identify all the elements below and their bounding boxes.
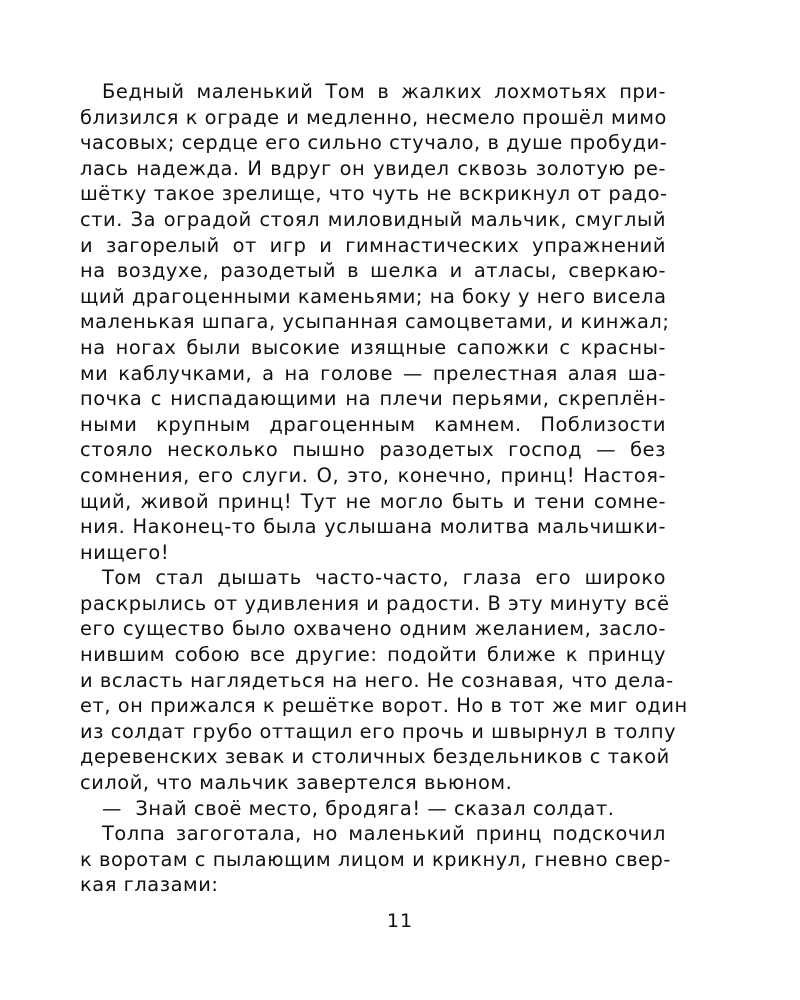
page-number: 11 <box>386 910 414 932</box>
text-line: шётку такое зрелище, что чуть не вскрикнул от радо- <box>80 182 668 206</box>
text-line: ми каблучками, а на голове — прелестная алая ша- <box>80 361 666 385</box>
text-block <box>80 79 688 898</box>
text-line: и всласть наглядеться на него. Не сознавая, что дела- <box>80 668 674 692</box>
text-line: нившим собою все другие: подойти ближе к принцу <box>80 643 666 667</box>
text-line: на воздухе, разодетый в шелка и атласы, сверкаю- <box>80 259 666 283</box>
text-line: стояло несколько пышно разодетых господ — без <box>80 438 666 462</box>
text-line: его существо было охвачено одним желанием, засло- <box>80 617 666 641</box>
text-line: кая глазами: <box>80 873 219 897</box>
text-line: на ногах были высокие изящные сапожки с красны- <box>80 335 666 359</box>
text-line: ными крупным драгоценным камнем. Поблизости <box>80 412 666 436</box>
text-line: деревенских зевак и столичных бездельников с такой <box>80 745 670 769</box>
text-line: к воротам с пылающим лицом и крикнул, гневно свер- <box>80 847 671 871</box>
paragraph-3-dialogue <box>80 796 666 822</box>
text-line: Том стал дышать часто-часто, глаза его широко <box>102 566 666 590</box>
text-line: силой, что мальчик завертелся вьюном. <box>80 771 513 795</box>
text-line: Бедный маленький Том в жалких лохмотьях при- <box>102 80 666 103</box>
paragraph-2 <box>80 565 688 795</box>
text-line: близился к ограде и медленно, несмело прошёл мимо <box>80 105 667 129</box>
paragraph-1 <box>80 79 670 565</box>
text-line: щий драгоценными каменьями; на боку у него висела <box>80 284 667 308</box>
text-line: щий, живой принц! Тут не могло быть и тени сомне- <box>80 489 666 513</box>
text-line: ет, он прижался к решётке ворот. Но в тот же миг один <box>80 694 688 718</box>
text-line: Толпа загоготала, но маленький принц подскочил <box>102 822 666 846</box>
text-line: ния. Наконец-то была услышана молитва мальчишки- <box>80 515 666 539</box>
text-line: маленькая шпага, усыпанная самоцветами, и кинжал; <box>80 310 670 334</box>
text-line: сти. За оградой стоял миловидный мальчик, смуглый <box>80 207 666 231</box>
text-line: часовых; сердце его сильно стучало, в душе пробуди- <box>80 131 668 155</box>
text-line: и загорелый от игр и гимнастических упражнений <box>80 233 666 257</box>
text-line: лась надежда. И вдруг он увидел сквозь золотую ре- <box>80 156 666 180</box>
text-line: раскрылись от удивления и радости. В эту минуту всё <box>80 591 670 615</box>
paragraph-4 <box>80 821 671 898</box>
text-line: из солдат грубо оттащил его прочь и швырнул в толпу <box>80 719 677 743</box>
text-line: нищего! <box>80 540 170 564</box>
text-line: — Знай своё место, бродяга! — сказал солдат. <box>102 796 615 820</box>
text-line: сомнения, его слуги. О, это, конечно, принц! Настоя- <box>80 463 666 487</box>
text-line: почка с ниспадающими на плечи перьями, скреплён- <box>80 387 666 411</box>
